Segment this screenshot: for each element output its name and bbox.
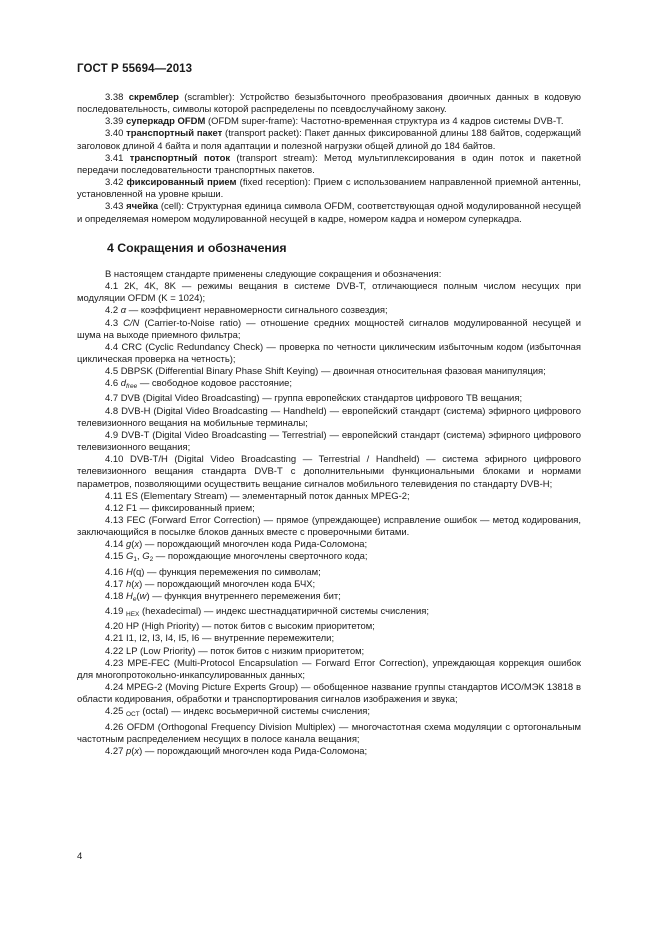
page-content xyxy=(77,92,581,758)
abbr-4-27: 4.27 p(x) — порождающий многочлен кода Рида-Соломона; xyxy=(105,745,368,757)
abbr-4-13: 4.13 FEC (Forward Error Correction) — прямое (упреждающее) исправление ошибок — метод кодирования, заключающийся в посылке блоков данных вместе с проверочными битами. xyxy=(77,515,581,539)
abbr-4-11: 4.11 ES (Elementary Stream) — элементарный поток данных MPEG-2; xyxy=(105,490,410,502)
abbr-4-19: 4.19 $_{HEX}$ (hexadecimal) — индекс шестнадцатиричной системы счисления; xyxy=(105,606,429,619)
abbr-4-18: 4.18 $H_e(w)$ — функция внутреннего перемежения бит; xyxy=(105,590,341,603)
term-3-39: 3.39 суперкадр OFDM (OFDM super-frame): Частотно-временная структура из 4 кадров системы DVB-T. xyxy=(105,116,564,128)
abbr-4-9: 4.9 DVB-T (Digital Video Broadcasting — Terrestrial) — европейский стандарт (система) эфирного цифрового телевизионного вещания; xyxy=(77,429,581,454)
term-name: ячейка xyxy=(126,201,159,213)
section-intro: В настоящем стандарте применены следующие сокращения и обозначения: xyxy=(105,268,442,280)
abbr-4-2: 4.2 α — коэффициент неравномерности сигнального созвездия; xyxy=(105,305,388,317)
abbr-4-7: 4.7 DVB (Digital Video Broadcasting) — группа европейских стандартов цифрового ТВ вещания; xyxy=(105,393,523,405)
term-3-41: 3.41 транспортный поток (transport stream): Метод мультиплексирования в один поток и пакетной передачи последовательности транспортных пакетов. xyxy=(77,152,581,176)
abbr-4-26: 4.26 OFDM (Orthogonal Frequency Division Multiplex) — многочастотная схема модуляции с ортогональным частотным распределением несущих в полосе канала вещания; xyxy=(77,721,581,745)
page-number: 4 xyxy=(77,851,83,862)
abbr-4-20: 4.20 HP (High Priority) — поток битов с высоким приоритетом; xyxy=(105,621,375,633)
abbr-4-10: 4.10 DVB-T/H (Digital Video Broadcasting — Terrestrial / Handheld) — система эфирного цифрового телевизионного вещания стандарта DVB-T с дополнительными функциональными блоками и нормами параметров, позволяющими осуществить вещание сигналов мобильного телевидения по стандарту DVB-H; xyxy=(77,454,581,490)
abbr-4-5: 4.5 DBPSK (Differential Binary Phase Shift Keying) — двоичная относительная фазовая манипуляция; xyxy=(105,366,546,378)
abbr-4-4: 4.4 CRC (Cyclic Redundancy Check) — проверка по четности циклическим избыточным кодом (избыточная циклическая проверка на четность); xyxy=(77,341,581,365)
section-heading: 4 Сокращения и обозначения xyxy=(107,240,287,255)
abbr-4-24: 4.24 MPEG-2 (Moving Picture Experts Group) — обобщенное название группы стандартов ИСО/МЭК 13818 в области кодирования, обработки и транспортирования сигналов изображения и звука; xyxy=(77,682,581,706)
term-3-42: 3.42 фиксированный прием (fixed reception): Прием с использованием направленной приемной антенны, установленной на уровне крыши. xyxy=(77,177,582,201)
term-name: транспортный пакет xyxy=(126,128,223,140)
abbr-4-8: 4.8 DVB-H (Digital Video Broadcasting — Handheld) — европейский стандарт (система) эфирного цифрового телевизионного вещания на мобильные терминалы; xyxy=(77,405,581,429)
abbr-4-21: 4.21 I1, I2, I3, I4, I5, I6 — внутренние перемежители; xyxy=(105,633,335,645)
abbr-4-1: 4.1 2K, 4K, 8K — режимы вещания в системе DVB-T, отличающиеся полным числом несущих при модуляции OFDM (K = 1024); xyxy=(77,281,581,305)
term-3-43: 3.43 ячейка (cell): Структурная единица символа OFDM, соответствующая одной модулированной несущей и определяемая номером модулированной несущей в кадре, номером кадра и номером суперкадра. xyxy=(77,201,582,225)
term-name: транспортный поток xyxy=(129,152,231,164)
abbr-4-22: 4.22 LP (Low Priority) — поток битов с низким приоритетом; xyxy=(105,645,365,657)
abbr-4-17: 4.17 h(x) — порождающий многочлен кода БЧХ; xyxy=(105,578,316,590)
document-header: ГОСТ Р 55694—2013 xyxy=(77,63,193,75)
term-3-40: 3.40 транспортный пакет (transport packet): Пакет данных фиксированной длины 188 байтов, содержащий заголовок длиной 4 байта и поля адаптации и полезной нагрузки общей длиной до 184 байтов. xyxy=(77,128,581,152)
term-name: фиксированный прием xyxy=(126,177,237,189)
abbr-4-15: 4.15 $G_1$, $G_2$ — порождающие многочлены сверточного кода; xyxy=(105,551,368,564)
abbr-4-25: 4.25 $_{OCT}$ (octal) — индекс восьмеричной системы счисления; xyxy=(105,706,370,719)
abbr-4-3: 4.3 C/N (Carrier-to-Noise ratio) — отношение средних мощностей сигналов модулированной несущей и шума на выходе приемного фильтра; xyxy=(77,317,581,341)
abbr-4-6: 4.6 $d_{free}$ — свободное кодовое расстояние; xyxy=(105,378,292,391)
term-name: суперкадр OFDM xyxy=(126,116,206,128)
abbr-4-14: 4.14 g(x) — порождающий многочлен кода Рида-Соломона; xyxy=(105,539,368,551)
term-3-38: 3.38 скремблер (scrambler): Устройство безызбыточного преобразования двоичных данных в кодовую последовательность, символы которой распределены по псевдослучайному закону. xyxy=(77,92,582,116)
term-name: скремблер xyxy=(128,92,179,103)
abbr-4-16: 4.16 H(q) — функция перемежения по символам; xyxy=(105,566,321,578)
abbr-4-23: 4.23 MPE-FEC (Multi-Protocol Encapsulation — Forward Error Correction), упреждающая коррекция ошибок для многопротокольно-инкапсулированных данных; xyxy=(77,657,581,681)
abbr-4-12: 4.12 F1 — фиксированный прием; xyxy=(105,502,255,514)
